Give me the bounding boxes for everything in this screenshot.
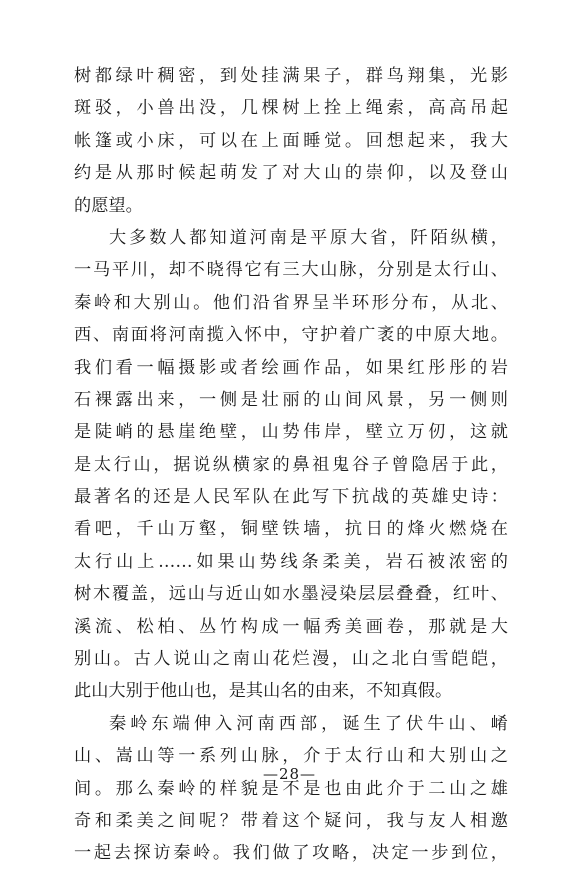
text-line: 帐篷或小床，可以在上面睡觉。回想起来，我大	[74, 130, 508, 151]
text-line: 溪流、松柏、丛竹构成一幅秀美画卷，那就是大	[74, 616, 508, 637]
text-line: 一马平川，却不晓得它有三大山脉，分别是太行山、	[74, 260, 508, 281]
text-line: 秦岭东端伸入河南西部，诞生了伏牛山、崤	[109, 713, 508, 734]
page-number: —28—	[262, 765, 317, 783]
text-line: 别山。古人说山之南山花烂漫，山之北白雪皑皑，	[74, 649, 508, 670]
body-text	[74, 60, 508, 870]
text-line: 奇和柔美之间呢？带着这个疑问，我与友人相邀	[74, 810, 508, 831]
text-line: 是太行山，据说纵横家的鼻祖鬼谷子曾隐居于此，	[74, 454, 508, 475]
text-line: 太行山上……如果山势线条柔美，岩石被浓密的	[74, 551, 508, 572]
text-line: 间。那么秦岭的样貌是不是也由此介于二山之雄	[74, 778, 508, 799]
text-line: 石裸露出来，一侧是壮丽的山间风景，另一侧则	[74, 389, 508, 410]
text-line: 约是从那时候起萌发了对大山的崇仰，以及登山	[74, 163, 508, 184]
text-line: 大多数人都知道河南是平原大省，阡陌纵横，	[109, 227, 508, 248]
text-line: 是陡峭的悬崖绝壁，山势伟岸，壁立万仞，这就	[74, 422, 508, 443]
text-line: 斑驳，小兽出没，几棵树上拴上绳索，高高吊起	[74, 98, 508, 119]
text-line: 的愿望。	[74, 195, 143, 216]
text-line: 看吧，千山万壑，铜壁铁墙，抗日的烽火燃烧在	[74, 519, 508, 540]
text-line: 一起去探访秦岭。我们做了攻略，决定一步到位，	[74, 843, 508, 864]
text-line: 西、南面将河南揽入怀中，守护着广袤的中原大地。	[74, 325, 508, 346]
text-line: 树木覆盖，远山与近山如水墨浸染层层叠叠，红叶、	[74, 584, 508, 605]
text-line: 我们看一幅摄影或者绘画作品，如果红彤彤的岩	[74, 357, 508, 378]
text-line: 秦岭和大别山。他们沿省界呈半环形分布，从北、	[74, 292, 508, 313]
text-line: 树都绿叶稠密，到处挂满果子，群鸟翔集，光影	[74, 66, 508, 86]
text-line: 最著名的还是人民军队在此写下抗战的英雄史诗：	[74, 487, 508, 508]
text-line: 此山大别于他山也，是其山名的由来，不知真假。	[74, 681, 453, 702]
text-line: 山、嵩山等一系列山脉，介于太行山和大别山之	[74, 746, 508, 767]
